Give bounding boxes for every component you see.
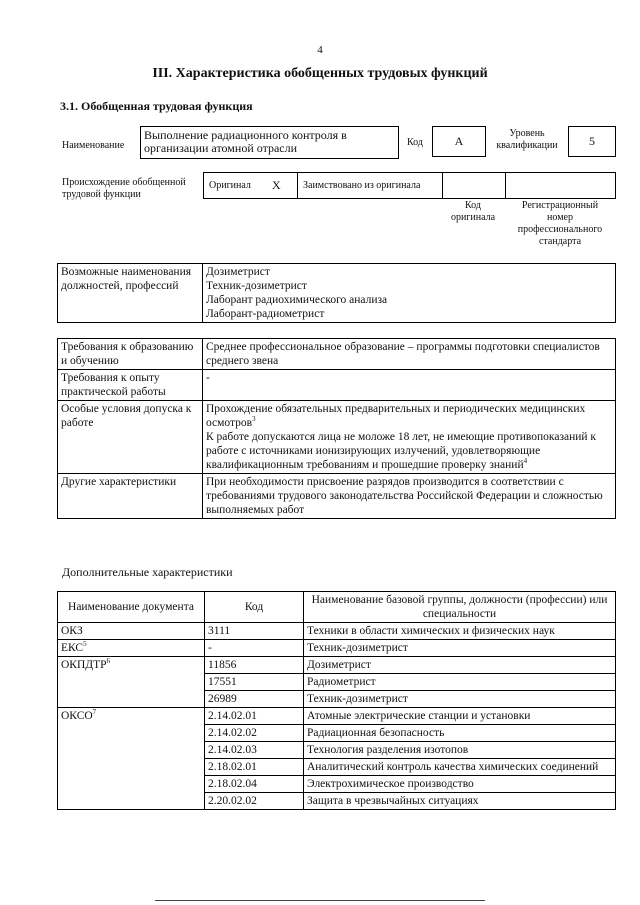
- position-item: Лаборант-радиометрист: [206, 308, 325, 320]
- name-cell: Техники в области химических и физических наук: [304, 623, 616, 640]
- req-label: Требования к образованию и обучению: [58, 339, 203, 370]
- level-box: 5: [568, 126, 616, 157]
- name-label: Наименование: [62, 140, 125, 151]
- original-label: Оригинал: [209, 180, 251, 191]
- positions-label: Возможные наименования должностей, профессий: [58, 264, 203, 323]
- requirements-table: [57, 338, 616, 519]
- additional-table: [57, 591, 616, 810]
- footnote-mark: 6: [106, 657, 111, 666]
- name-cell: Атомные электрические станции и установки: [304, 708, 616, 725]
- origin-divider: [442, 172, 443, 199]
- req-label: Другие характеристики: [58, 474, 203, 519]
- req-label: Требования к опыту практической работы: [58, 370, 203, 401]
- header-code: Код: [205, 592, 304, 623]
- footnote-mark: 3: [252, 415, 256, 424]
- name-cell: Защита в чрезвычайных ситуациях: [304, 793, 616, 810]
- footnote-mark: 4: [523, 457, 528, 466]
- doc-name: ОКСО: [61, 710, 93, 722]
- section-title: III. Характеристика обобщенных трудовых функций: [152, 66, 488, 81]
- code-cell: 26989: [205, 691, 304, 708]
- doc-cell: [58, 708, 205, 810]
- positions-table: [57, 263, 616, 323]
- level-label: Уровень квалификации: [496, 128, 558, 151]
- page-bottom-line: [155, 900, 485, 901]
- position-item: Техник-дозиметрист: [206, 280, 307, 292]
- footnote-mark: 7: [92, 708, 97, 717]
- name-cell: Радиационная безопасность: [304, 725, 616, 742]
- code-original-caption: Код оригинала: [450, 200, 496, 223]
- footnote-mark: 5: [83, 640, 87, 649]
- position-item: Дозиметрист: [206, 266, 270, 278]
- req-text-part: К работе допускаются лица не моложе 18 лет, не имеющие противопоказаний к работе с источниками ионизирующих излучений, удовлетворяющие квалификационным требованиям и прошедшие проверку знаний: [206, 431, 597, 471]
- code-cell: -: [205, 640, 304, 657]
- name-cell: Радиометрист: [304, 674, 616, 691]
- req-text: [203, 401, 616, 474]
- code-cell: 11856: [205, 657, 304, 674]
- code-cell: 2.20.02.02: [205, 793, 304, 810]
- name-cell: Техник-дозиметрист: [304, 691, 616, 708]
- borrowed-label: Заимствовано из оригинала: [303, 180, 421, 191]
- code-cell: 2.14.02.01: [205, 708, 304, 725]
- req-label: Особые условия допуска к работе: [58, 401, 203, 474]
- header-name: Наименование базовой группы, должности (профессии) или специальности: [304, 592, 616, 623]
- origin-divider: [505, 172, 506, 199]
- additional-title: Дополнительные характеристики: [62, 565, 233, 579]
- code-label: Код: [407, 137, 423, 148]
- code-cell: 2.18.02.04: [205, 776, 304, 793]
- code-cell: 17551: [205, 674, 304, 691]
- code-cell: 3111: [205, 623, 304, 640]
- reg-number-caption: Регистрационный номер профессионального стандарта: [517, 200, 603, 247]
- subsection-title: 3.1. Обобщенная трудовая функция: [60, 99, 253, 113]
- name-cell: Дозиметрист: [304, 657, 616, 674]
- function-name-box: Выполнение радиационного контроля в организации атомной отрасли: [140, 126, 399, 159]
- doc-name: ЕКС: [61, 642, 84, 654]
- position-item: Лаборант радиохимического анализа: [206, 294, 388, 306]
- positions-list: [203, 264, 616, 323]
- original-mark: X: [272, 178, 281, 192]
- doc-name: ОКПДТР: [61, 659, 107, 671]
- name-cell: Технология разделения изотопов: [304, 742, 616, 759]
- doc-cell: ОКЗ: [58, 623, 205, 640]
- code-box: A: [432, 126, 486, 157]
- doc-cell: [58, 640, 205, 657]
- req-text-part: Прохождение обязательных предварительных и периодических медицинских осмотров: [206, 403, 586, 429]
- req-text: Среднее профессиональное образование – программы подготовки специалистов среднего звена: [203, 339, 616, 370]
- code-cell: 2.14.02.03: [205, 742, 304, 759]
- page-number: 4: [317, 44, 323, 56]
- code-cell: 2.18.02.01: [205, 759, 304, 776]
- name-cell: Техник-дозиметрист: [304, 640, 616, 657]
- name-cell: Аналитический контроль качества химических соединений: [304, 759, 616, 776]
- doc-cell: [58, 657, 205, 708]
- header-doc: Наименование документа: [58, 592, 205, 623]
- origin-label: Происхождение обобщенной трудовой функции: [62, 177, 186, 200]
- name-cell: Электрохимическое производство: [304, 776, 616, 793]
- origin-divider: [297, 172, 298, 199]
- req-text: -: [203, 370, 616, 401]
- req-text: При необходимости присвоение разрядов производится в соответствии с требованиями трудового законодательства Российской Федерации и сложностью выполняемых работ: [203, 474, 616, 519]
- code-cell: 2.14.02.02: [205, 725, 304, 742]
